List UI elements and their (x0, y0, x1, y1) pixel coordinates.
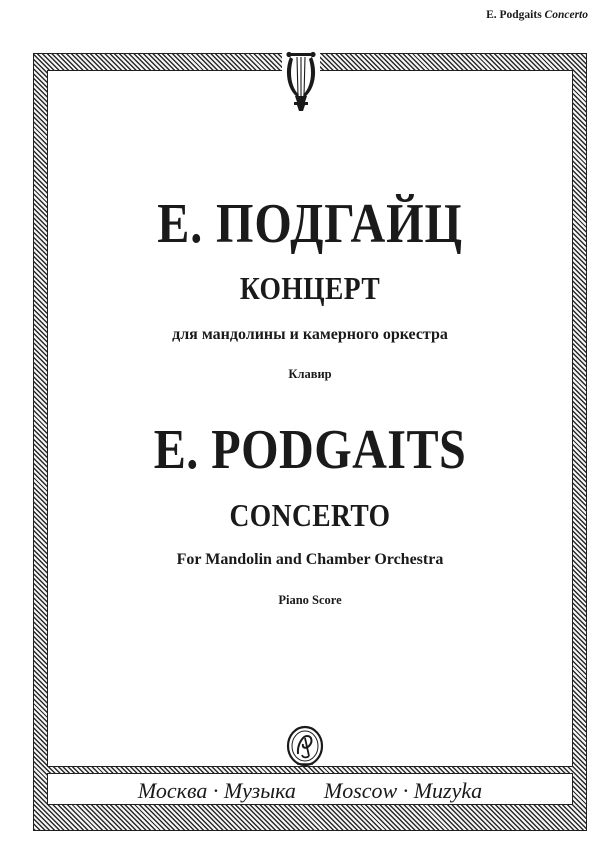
lyre-icon (285, 51, 317, 113)
publisher-logo-icon (283, 724, 327, 772)
publisher-english: Moscow · Muzyka (323, 778, 483, 803)
header-work: Concerto (544, 9, 588, 21)
russian-subtitle: для мандолины и камерного оркестра (172, 326, 448, 343)
header-composer: E. Podgaits (486, 9, 542, 21)
russian-score-type: Клавир (288, 367, 332, 381)
english-title: CONCERTO (229, 497, 391, 533)
russian-title: КОНЦЕРТ (239, 270, 381, 306)
header-note (486, 9, 588, 21)
english-subtitle: For Mandolin and Chamber Orchestra (176, 551, 444, 568)
publisher-russian: Москва · Музыка (137, 778, 296, 803)
publisher-imprint (47, 778, 573, 804)
russian-composer: Е. ПОДГАЙЦ (157, 193, 463, 255)
english-score-type: Piano Score (278, 593, 342, 607)
english-composer: E. PODGAITS (153, 419, 467, 481)
